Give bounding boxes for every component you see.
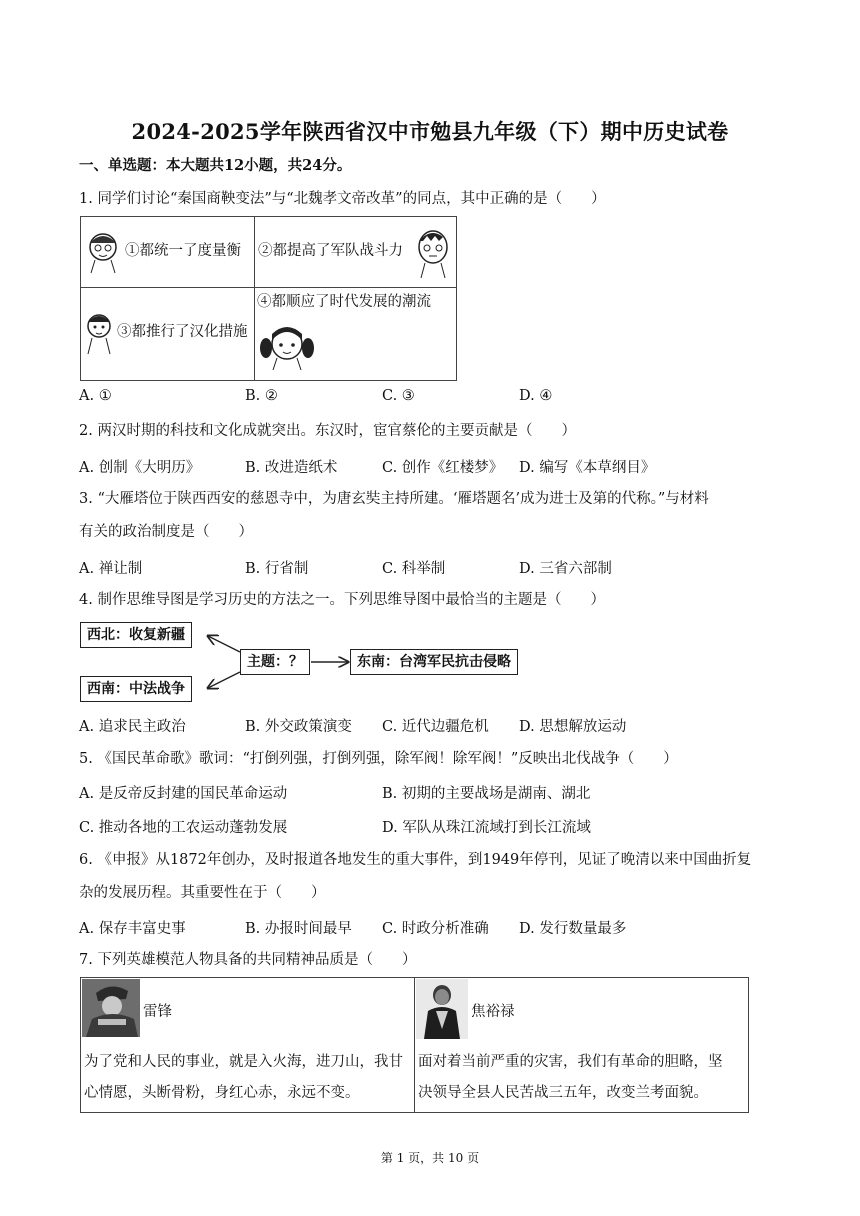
q4-option-c: C. 近代边疆危机	[382, 719, 489, 735]
q2-option-a: A. 创制《大明历》	[79, 460, 201, 476]
q7-right-text-line2: 决领导全县人民苦战三五年，改变兰考面貌。	[418, 1085, 708, 1101]
q1-option-b: B. ②	[245, 388, 278, 404]
question-3-stem-line2: 有关的政治制度是（ ）	[79, 524, 253, 540]
q5-option-b: B. 初期的主要战场是湖南、湖北	[382, 786, 591, 802]
q4-option-b: B. 外交政策演变	[245, 719, 352, 735]
q7-left-text-line2: 心情愿，头断骨粉，身红心赤，永远不变。	[84, 1085, 360, 1101]
q3-option-c: C. 科举制	[382, 561, 446, 577]
q1-cell-4-text: ④都顺应了时代发展的潮流	[257, 294, 431, 310]
question-6-stem-line2: 杂的发展历程。其重要性在于（ ）	[79, 885, 326, 901]
q5-option-a: A. 是反帝反封建的国民革命运动	[79, 786, 288, 802]
question-2-stem: 2. 两汉时期的科技和文化成就突出。东汉时，宦官蔡伦的主要贡献是（ ）	[79, 423, 576, 439]
jiao-yulu-photo	[416, 979, 468, 1039]
q7-left-text-line1: 为了党和人民的事业，就是入火海，进刀山，我甘	[84, 1054, 403, 1070]
q2-option-c: C. 创作《红楼梦》	[382, 460, 504, 476]
q7-left-name: 雷锋	[143, 1004, 172, 1020]
q3-option-d: D. 三省六部制	[519, 561, 612, 577]
q7-cell-right	[415, 978, 749, 1113]
q5-option-d: D. 军队从珠江流域打到长江流域	[382, 820, 591, 836]
q1-cell-2-text: ②都提高了军队战斗力	[258, 243, 403, 259]
q2-option-b: B. 改进造纸术	[245, 460, 338, 476]
question-5-stem: 5. 《国民革命歌》歌词：“打倒列强，打倒列强，除军阀！除军阀！”反映出北伐战争（ ）	[79, 751, 678, 767]
question-7-table	[80, 977, 749, 1113]
map-node-southeast: 东南：台湾军民抗击侵略	[350, 649, 518, 675]
question-4-stem: 4. 制作思维导图是学习历史的方法之一。下列思维导图中最恰当的主题是（ ）	[79, 592, 605, 608]
q6-option-a: A. 保存丰富史事	[79, 921, 186, 937]
question-7-stem: 7. 下列英雄模范人物具备的共同精神品质是（ ）	[79, 952, 417, 968]
q1-cell-1-text: ①都统一了度量衡	[125, 243, 241, 259]
q2-option-d: D. 编写《本草纲目》	[519, 460, 656, 476]
map-node-northwest: 西北：收复新疆	[80, 622, 192, 648]
q4-option-a: A. 追求民主政治	[79, 719, 186, 735]
q3-option-b: B. 行省制	[245, 561, 309, 577]
page-title: 2024-2025学年陕西省汉中市勉县九年级（下）期中历史试卷	[131, 119, 729, 144]
q1-option-a: A. ①	[79, 388, 112, 404]
q5-option-c: C. 推动各地的工农运动蓬勃发展	[79, 820, 288, 836]
q7-right-name: 焦裕禄	[471, 1004, 515, 1020]
q1-option-c: C. ③	[382, 388, 415, 404]
q1-cell-3-text: ③都推行了汉化措施	[117, 324, 248, 340]
q6-option-b: B. 办报时间最早	[245, 921, 352, 937]
lei-feng-photo	[82, 979, 140, 1037]
q7-cell-left	[81, 978, 415, 1113]
section-heading: 一、单选题：本大题共12小题，共24分。	[79, 157, 352, 174]
q7-right-text-line1: 面对着当前严重的灾害，我们有革命的胆略，坚	[418, 1054, 723, 1070]
q4-option-d: D. 思想解放运动	[519, 719, 627, 735]
q6-option-c: C. 时政分析准确	[382, 921, 489, 937]
page-footer: 第 1 页，共 10 页	[380, 1151, 480, 1165]
q6-option-d: D. 发行数量最多	[519, 921, 627, 937]
q1-option-d: D. ④	[519, 388, 553, 404]
question-1-stem: 1. 同学们讨论“秦国商鞅变法”与“北魏孝文帝改革”的同点，其中正确的是（ ）	[79, 191, 606, 207]
question-6-stem-line1: 6. 《申报》从1872年创办，及时报道各地发生的重大事件，到1949年停刊，见证了晚清以来中国曲折复	[79, 852, 752, 868]
q3-option-a: A. 禅让制	[79, 561, 143, 577]
question-3-stem-line1: 3. “大雁塔位于陕西西安的慈恩寺中，为唐玄奘主持所建。‘雁塔题名’成为进士及第的代称。”与材料	[79, 491, 709, 507]
map-node-southwest: 西南：中法战争	[80, 676, 192, 702]
map-node-center: 主题：？	[240, 649, 310, 675]
